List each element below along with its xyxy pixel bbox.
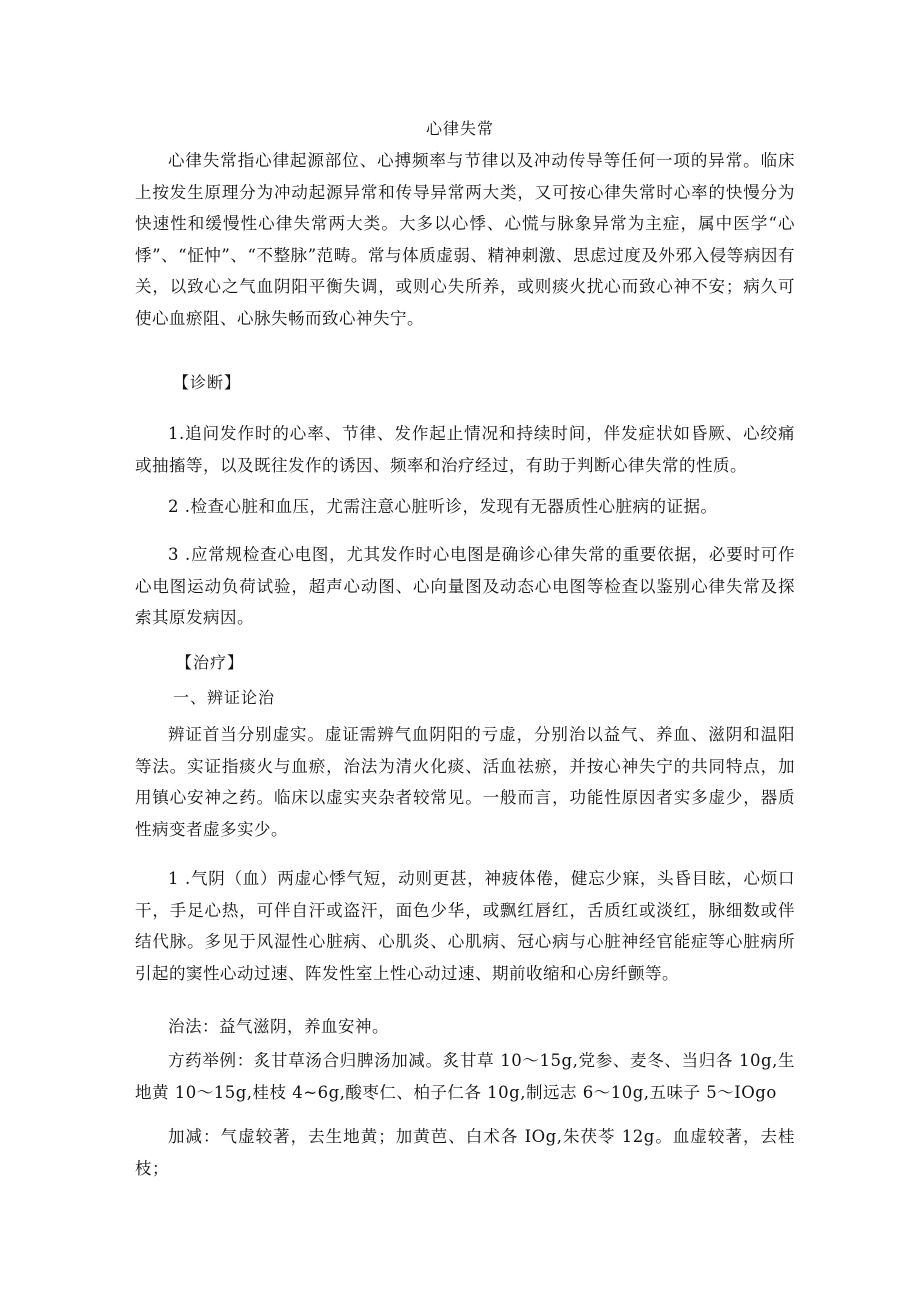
diagnosis-item-1: 1.追问发作时的心率、节律、发作起止情况和持续时间，伴发症状如昏厥、心绞痛或抽搐等，以及既往发作的诱因、频率和治疗经过，有助于判断心律失常的性质。 bbox=[135, 424, 795, 475]
intro-paragraph: 心律失常指心律起源部位、心搏频率与节律以及冲动传导等任何一项的异常。临床上按发生原理分为冲动起源异常和传导异常两大类，又可按心律失常时心率的快慢分为快速性和缓慢性心律失常两大类。大多以心悸、心慌与脉象异常为主症，属中医学“心悸”、“怔忡”、“不整脉”范畴。常与体质虚弱、精神刺激、思虑过度及外邪入侵等病因有关，以致心之气血阴阳平衡失调，或则心失所养，或则痰火扰心而致心神不安；病久可使心血瘀阻、心脉失畅而致心神失宁。 bbox=[135, 151, 795, 328]
diagnosis-heading: 【诊断】 bbox=[173, 373, 242, 392]
type-1-paragraph: 1 .气阴（血）两虚心悸气短，动则更甚，神疲体倦，健忘少寐，头昏目眩，心烦口干，手足心热，可伴自汗或盗汗，面色少华，或飘红唇红，舌质红或淡红，脉细数或伴结代脉。多见于风湿性心脏病、心肌炎、心肌病、冠心病与心脏神经官能症等心脏病所引起的窦性心动过速、阵发性室上性心动过速、期前收缩和心房纤颤等。 bbox=[135, 869, 795, 983]
page-title: 心律失常 bbox=[425, 119, 494, 138]
syndrome-intro-paragraph: 辨证首当分别虚实。虚证需辨气血阴阳的亏虚，分别治以益气、养血、滋阴和温阳等法。实证指痰火与血瘀，治法为清火化痰、活血祛瘀，并按心神失宁的共同特点，加用镇心安神之药。临床以虚实夹杂者较常见。一般而言，功能性原因者实多虚少，器质性病变者虚多实少。 bbox=[135, 725, 795, 839]
type-1-method: 治法：益气滋阴，养血安神。 bbox=[168, 1017, 389, 1036]
type-1-modify: 加减：气虚较著，去生地黄；加黄芭、白术各 IOg,朱茯苓 12g。血虚较著，去桂枝； bbox=[135, 1127, 795, 1178]
treatment-heading: 【治疗】 bbox=[176, 653, 245, 672]
diagnosis-item-3: 3 .应常规检查心电图，尤其发作时心电图是确诊心律失常的重要依据，必要时可作心电图运动负荷试验，超声心动图、心向量图及动态心电图等检查以鉴别心律失常及探索其原发病因。 bbox=[135, 545, 795, 627]
type-1-formula: 方药举例：炙甘草汤合归脾汤加减。炙甘草 10～15g,党参、麦冬、当归各 10g,生地黄 10～15g,桂枝 4~6g,酸枣仁、柏子仁各 10g,制远志 6～10g,五味子 5～IOgo bbox=[135, 1051, 795, 1102]
section-1-heading: 一、辨证论治 bbox=[173, 688, 276, 707]
diagnosis-item-2: 2 .检查心脏和血压，尤需注意心脏听诊，发现有无器质性心脏病的证据。 bbox=[168, 497, 718, 516]
